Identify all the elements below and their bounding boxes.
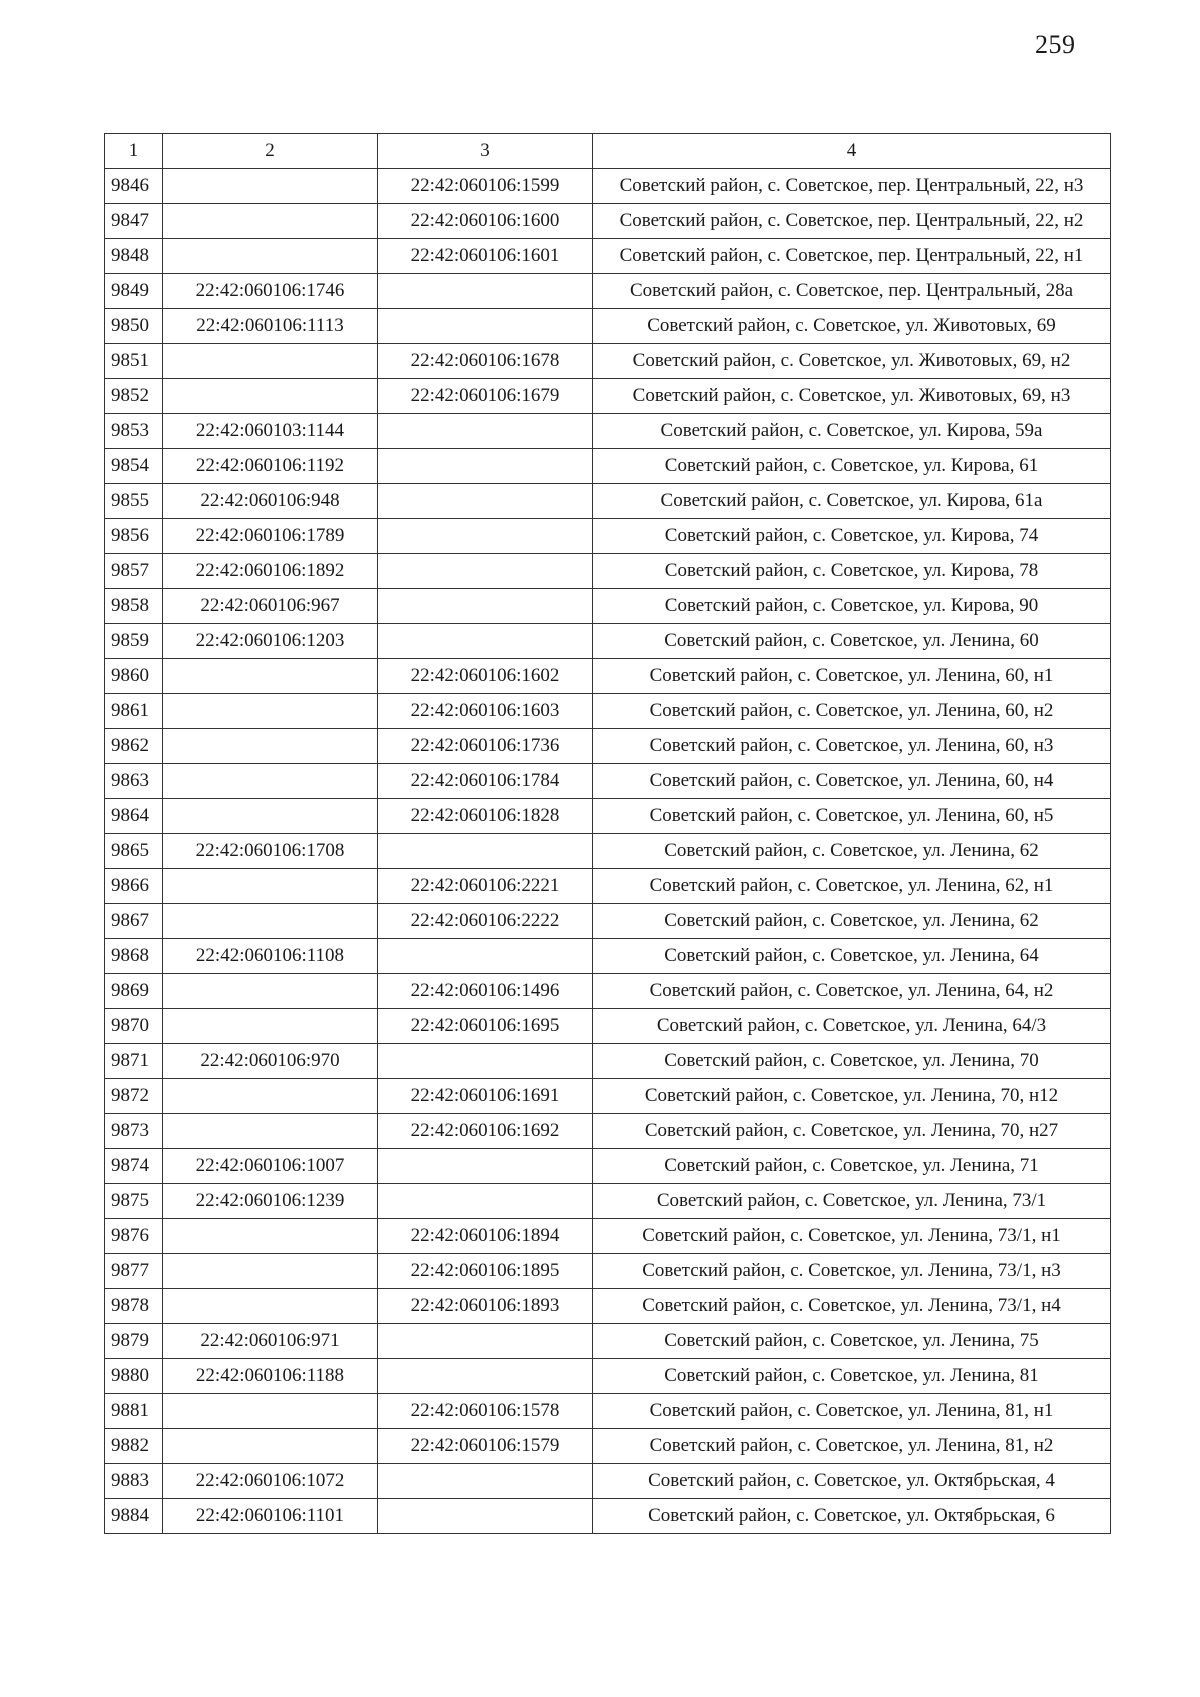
cadastral-number-land: 22:42:060106:1101 <box>163 1499 378 1534</box>
row-number: 9851 <box>105 344 163 379</box>
address: Советский район, с. Советское, ул. Ленина, 73/1, н3 <box>593 1254 1111 1289</box>
cadastral-number-building: 22:42:060106:1578 <box>378 1394 593 1429</box>
table-body <box>105 169 1111 1534</box>
address: Советский район, с. Советское, пер. Центральный, 22, н3 <box>593 169 1111 204</box>
cadastral-number-building: 22:42:060106:1895 <box>378 1254 593 1289</box>
cadastral-number-land: 22:42:060103:1144 <box>163 414 378 449</box>
row-number: 9856 <box>105 519 163 554</box>
table-row <box>105 624 1111 659</box>
address: Советский район, с. Советское, пер. Центральный, 28а <box>593 274 1111 309</box>
header-col-2: 2 <box>163 134 378 169</box>
address: Советский район, с. Советское, ул. Животовых, 69, н3 <box>593 379 1111 414</box>
cadastral-number-land <box>163 169 378 204</box>
cadastral-number-land: 22:42:060106:1789 <box>163 519 378 554</box>
row-number: 9880 <box>105 1359 163 1394</box>
table-row <box>105 869 1111 904</box>
address: Советский район, с. Советское, ул. Ленина, 81 <box>593 1359 1111 1394</box>
cadastral-number-building <box>378 624 593 659</box>
table-row <box>105 484 1111 519</box>
address: Советский район, с. Советское, ул. Ленина, 64/3 <box>593 1009 1111 1044</box>
table-row <box>105 344 1111 379</box>
table-row <box>105 764 1111 799</box>
row-number: 9859 <box>105 624 163 659</box>
cadastral-number-land <box>163 1394 378 1429</box>
cadastral-number-building <box>378 939 593 974</box>
address: Советский район, с. Советское, ул. Ленина, 71 <box>593 1149 1111 1184</box>
table-row <box>105 1009 1111 1044</box>
row-number: 9852 <box>105 379 163 414</box>
cadastral-number-building <box>378 1359 593 1394</box>
cadastral-number-building <box>378 1324 593 1359</box>
cadastral-number-building: 22:42:060106:1579 <box>378 1429 593 1464</box>
cadastral-number-building: 22:42:060106:2221 <box>378 869 593 904</box>
address: Советский район, с. Советское, пер. Центральный, 22, н2 <box>593 204 1111 239</box>
row-number: 9853 <box>105 414 163 449</box>
cadastral-number-building: 22:42:060106:1679 <box>378 379 593 414</box>
table-row <box>105 1359 1111 1394</box>
cadastral-number-land: 22:42:060106:970 <box>163 1044 378 1079</box>
row-number: 9857 <box>105 554 163 589</box>
table-row <box>105 1254 1111 1289</box>
address: Советский район, с. Советское, ул. Ленина, 62 <box>593 904 1111 939</box>
table-row <box>105 169 1111 204</box>
cadastral-number-building: 22:42:060106:1736 <box>378 729 593 764</box>
cadastral-number-land <box>163 974 378 1009</box>
table-row <box>105 379 1111 414</box>
cadastral-number-land <box>163 344 378 379</box>
table-row <box>105 1044 1111 1079</box>
address: Советский район, с. Советское, ул. Кирова, 90 <box>593 589 1111 624</box>
cadastral-number-land: 22:42:060106:967 <box>163 589 378 624</box>
address: Советский район, с. Советское, ул. Ленина, 73/1, н1 <box>593 1219 1111 1254</box>
table-row <box>105 1394 1111 1429</box>
row-number: 9877 <box>105 1254 163 1289</box>
address: Советский район, с. Советское, ул. Ленина, 62 <box>593 834 1111 869</box>
table-row <box>105 554 1111 589</box>
row-number: 9855 <box>105 484 163 519</box>
cadastral-number-land <box>163 904 378 939</box>
cadastral-number-land: 22:42:060106:1188 <box>163 1359 378 1394</box>
cadastral-number-land <box>163 1079 378 1114</box>
row-number: 9864 <box>105 799 163 834</box>
address: Советский район, с. Советское, ул. Животовых, 69, н2 <box>593 344 1111 379</box>
cadastral-number-building: 22:42:060106:1603 <box>378 694 593 729</box>
address: Советский район, с. Советское, ул. Ленина, 60 <box>593 624 1111 659</box>
cadastral-number-land <box>163 1254 378 1289</box>
cadastral-number-land <box>163 1219 378 1254</box>
cadastral-number-land: 22:42:060106:1708 <box>163 834 378 869</box>
address: Советский район, с. Советское, ул. Кирова, 61 <box>593 449 1111 484</box>
table-row <box>105 1184 1111 1219</box>
table-row <box>105 1464 1111 1499</box>
cadastral-number-land <box>163 1114 378 1149</box>
table-row <box>105 1149 1111 1184</box>
cadastral-number-building <box>378 1184 593 1219</box>
cadastral-number-land <box>163 239 378 274</box>
cadastral-number-building: 22:42:060106:1496 <box>378 974 593 1009</box>
cadastral-number-land <box>163 694 378 729</box>
cadastral-number-building: 22:42:060106:2222 <box>378 904 593 939</box>
table-row <box>105 239 1111 274</box>
table-row <box>105 694 1111 729</box>
header-col-3: 3 <box>378 134 593 169</box>
table-row <box>105 1219 1111 1254</box>
table-row <box>105 1289 1111 1324</box>
row-number: 9865 <box>105 834 163 869</box>
address: Советский район, с. Советское, ул. Октябрьская, 4 <box>593 1464 1111 1499</box>
address: Советский район, с. Советское, ул. Животовых, 69 <box>593 309 1111 344</box>
table-row <box>105 974 1111 1009</box>
row-number: 9869 <box>105 974 163 1009</box>
cadastral-number-building: 22:42:060106:1695 <box>378 1009 593 1044</box>
address: Советский район, с. Советское, ул. Ленина, 60, н4 <box>593 764 1111 799</box>
table-row <box>105 414 1111 449</box>
header-col-4: 4 <box>593 134 1111 169</box>
address: Советский район, с. Советское, ул. Ленина, 62, н1 <box>593 869 1111 904</box>
row-number: 9861 <box>105 694 163 729</box>
cadastral-number-building: 22:42:060106:1894 <box>378 1219 593 1254</box>
address: Советский район, с. Советское, ул. Ленина, 70, н12 <box>593 1079 1111 1114</box>
cadastral-number-building <box>378 414 593 449</box>
address: Советский район, с. Советское, ул. Ленина, 70, н27 <box>593 1114 1111 1149</box>
cadastral-number-building: 22:42:060106:1600 <box>378 204 593 239</box>
cadastral-number-building <box>378 309 593 344</box>
cadastral-number-land <box>163 869 378 904</box>
row-number: 9883 <box>105 1464 163 1499</box>
cadastral-number-building: 22:42:060106:1784 <box>378 764 593 799</box>
row-number: 9866 <box>105 869 163 904</box>
cadastral-number-land: 22:42:060106:1892 <box>163 554 378 589</box>
cadastral-number-land: 22:42:060106:1203 <box>163 624 378 659</box>
row-number: 9873 <box>105 1114 163 1149</box>
cadastral-number-building <box>378 274 593 309</box>
address: Советский район, с. Советское, ул. Ленина, 60, н1 <box>593 659 1111 694</box>
table-row <box>105 904 1111 939</box>
row-number: 9860 <box>105 659 163 694</box>
table-row <box>105 799 1111 834</box>
page-number: 259 <box>1035 30 1076 59</box>
address: Советский район, с. Советское, ул. Ленина, 73/1, н4 <box>593 1289 1111 1324</box>
cadastral-number-building: 22:42:060106:1602 <box>378 659 593 694</box>
cadastral-number-building <box>378 1499 593 1534</box>
row-number: 9872 <box>105 1079 163 1114</box>
address: Советский район, с. Советское, ул. Ленина, 70 <box>593 1044 1111 1079</box>
cadastral-number-land: 22:42:060106:1072 <box>163 1464 378 1499</box>
cadastral-number-building <box>378 1149 593 1184</box>
cadastral-number-land: 22:42:060106:1113 <box>163 309 378 344</box>
row-number: 9854 <box>105 449 163 484</box>
address: Советский район, с. Советское, ул. Ленина, 73/1 <box>593 1184 1111 1219</box>
row-number: 9868 <box>105 939 163 974</box>
cadastral-number-land: 22:42:060106:1108 <box>163 939 378 974</box>
table-row <box>105 519 1111 554</box>
table-row <box>105 659 1111 694</box>
address: Советский район, с. Советское, ул. Кирова, 78 <box>593 554 1111 589</box>
row-number: 9878 <box>105 1289 163 1324</box>
table-row <box>105 1324 1111 1359</box>
cadastral-number-land: 22:42:060106:1007 <box>163 1149 378 1184</box>
row-number: 9848 <box>105 239 163 274</box>
cadastral-number-land <box>163 764 378 799</box>
row-number: 9858 <box>105 589 163 624</box>
address: Советский район, с. Советское, ул. Ленина, 64 <box>593 939 1111 974</box>
cadastral-number-land <box>163 1429 378 1464</box>
address: Советский район, с. Советское, ул. Кирова, 74 <box>593 519 1111 554</box>
header-col-1: 1 <box>105 134 163 169</box>
row-number: 9879 <box>105 1324 163 1359</box>
table-row <box>105 589 1111 624</box>
address: Советский район, с. Советское, ул. Кирова, 61а <box>593 484 1111 519</box>
cadastral-number-building: 22:42:060106:1601 <box>378 239 593 274</box>
row-number: 9876 <box>105 1219 163 1254</box>
cadastral-number-building <box>378 834 593 869</box>
address: Советский район, с. Советское, ул. Октябрьская, 6 <box>593 1499 1111 1534</box>
cadastral-number-land: 22:42:060106:1746 <box>163 274 378 309</box>
address: Советский район, с. Советское, ул. Ленина, 64, н2 <box>593 974 1111 1009</box>
cadastral-number-land <box>163 204 378 239</box>
table-row <box>105 834 1111 869</box>
table-row <box>105 1429 1111 1464</box>
cadastral-number-building <box>378 519 593 554</box>
cadastral-number-land: 22:42:060106:1239 <box>163 1184 378 1219</box>
address: Советский район, с. Советское, ул. Ленина, 60, н5 <box>593 799 1111 834</box>
cadastral-number-building: 22:42:060106:1893 <box>378 1289 593 1324</box>
cadastral-number-building: 22:42:060106:1691 <box>378 1079 593 1114</box>
row-number: 9849 <box>105 274 163 309</box>
header-row <box>105 134 1111 169</box>
row-number: 9882 <box>105 1429 163 1464</box>
cadastral-number-land: 22:42:060106:948 <box>163 484 378 519</box>
cadastral-number-building <box>378 484 593 519</box>
cadastral-number-land: 22:42:060106:1192 <box>163 449 378 484</box>
row-number: 9884 <box>105 1499 163 1534</box>
cadastral-number-building: 22:42:060106:1828 <box>378 799 593 834</box>
address: Советский район, с. Советское, ул. Кирова, 59а <box>593 414 1111 449</box>
cadastral-number-building <box>378 1044 593 1079</box>
cadastral-number-land: 22:42:060106:971 <box>163 1324 378 1359</box>
table-row <box>105 1079 1111 1114</box>
row-number: 9850 <box>105 309 163 344</box>
address: Советский район, с. Советское, пер. Центральный, 22, н1 <box>593 239 1111 274</box>
address: Советский район, с. Советское, ул. Ленина, 60, н3 <box>593 729 1111 764</box>
row-number: 9870 <box>105 1009 163 1044</box>
table-header <box>105 134 1111 169</box>
row-number: 9874 <box>105 1149 163 1184</box>
address: Советский район, с. Советское, ул. Ленина, 75 <box>593 1324 1111 1359</box>
table-row <box>105 204 1111 239</box>
table-row <box>105 309 1111 344</box>
table-row <box>105 274 1111 309</box>
row-number: 9867 <box>105 904 163 939</box>
cadastral-number-land <box>163 799 378 834</box>
table-row <box>105 939 1111 974</box>
table-row <box>105 1499 1111 1534</box>
row-number: 9862 <box>105 729 163 764</box>
row-number: 9863 <box>105 764 163 799</box>
address: Советский район, с. Советское, ул. Ленина, 81, н1 <box>593 1394 1111 1429</box>
row-number: 9847 <box>105 204 163 239</box>
cadastral-number-land <box>163 1009 378 1044</box>
row-number: 9846 <box>105 169 163 204</box>
cadastral-number-building <box>378 1464 593 1499</box>
row-number: 9875 <box>105 1184 163 1219</box>
address: Советский район, с. Советское, ул. Ленина, 60, н2 <box>593 694 1111 729</box>
cadastral-number-building <box>378 589 593 624</box>
table-row <box>105 1114 1111 1149</box>
cadastral-number-building <box>378 554 593 589</box>
cadastral-number-building: 22:42:060106:1599 <box>378 169 593 204</box>
row-number: 9871 <box>105 1044 163 1079</box>
cadastral-number-building <box>378 449 593 484</box>
address: Советский район, с. Советское, ул. Ленина, 81, н2 <box>593 1429 1111 1464</box>
cadastral-number-building: 22:42:060106:1692 <box>378 1114 593 1149</box>
table-row <box>105 449 1111 484</box>
table-row <box>105 729 1111 764</box>
cadastral-number-land <box>163 379 378 414</box>
cadastral-number-land <box>163 659 378 694</box>
cadastral-number-land <box>163 1289 378 1324</box>
cadastral-number-land <box>163 729 378 764</box>
row-number: 9881 <box>105 1394 163 1429</box>
cadastral-number-building: 22:42:060106:1678 <box>378 344 593 379</box>
registry-table <box>104 133 1111 1534</box>
